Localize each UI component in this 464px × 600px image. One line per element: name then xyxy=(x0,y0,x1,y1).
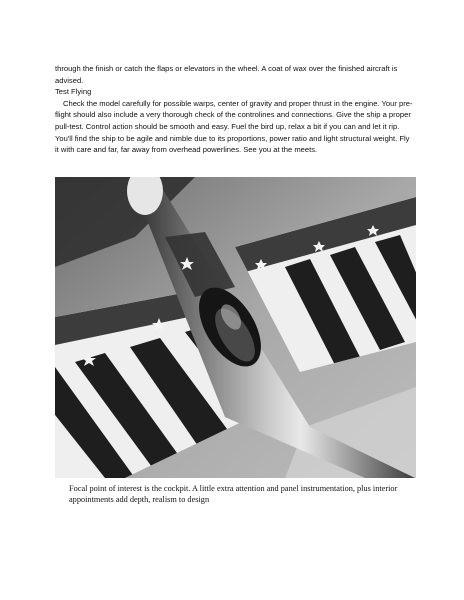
paragraph-intro: through the finish or catch the flaps or elevators in the wheel. A coat of wax over the finished aircraft is advised. xyxy=(55,64,398,85)
model-airplane-photo xyxy=(55,177,416,478)
article-text xyxy=(55,63,415,156)
section-heading-test-flying: Test Flying xyxy=(55,87,92,97)
airplane-illustration xyxy=(55,177,416,478)
paragraph-test-flying: Check the model carefully for possible warps, center of gravity and proper thrust in the engine. Your pre-flight should also include a very thorough check of the controlines and connections. Give the ship a proper pull-test. Control action should be smooth and easy. Fuel the bird up, relax a bit if you can and let it rip. You'll find the ship to be agile and nimble due to its proportions, power ratio and light structural weight. Fly it with care and far, far away from overhead powerlines. See you at the meets. xyxy=(55,98,413,155)
photo-caption: Focal point of interest is the cockpit. A little extra attention and panel instrumentation, plus interior appointments add depth, realism to design xyxy=(69,484,398,504)
